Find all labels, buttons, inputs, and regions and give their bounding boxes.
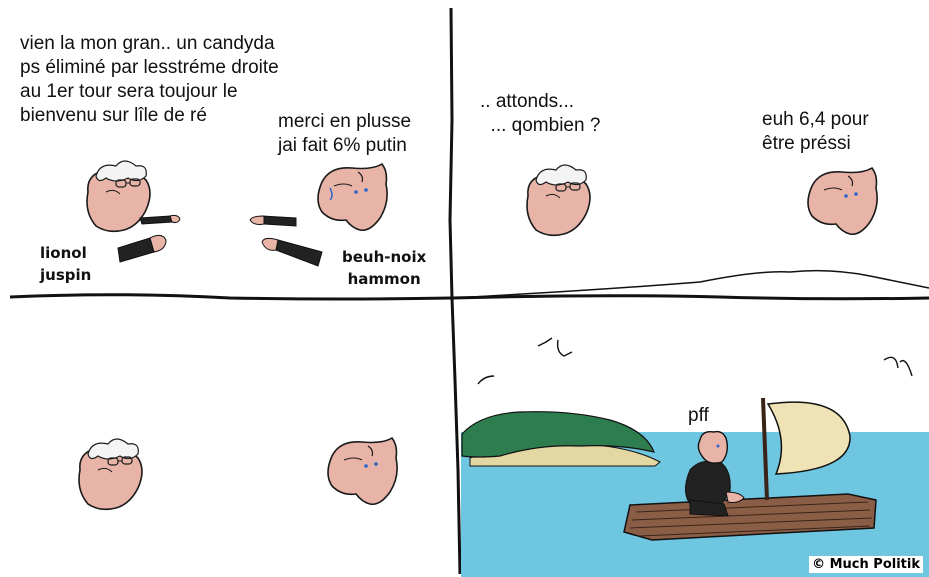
hammon-figure-p2 <box>808 168 877 234</box>
hammon-figure-p1 <box>318 164 387 230</box>
seagull-3 <box>884 357 912 376</box>
p2-speech-hammon: euh 6,4 pour être préssi <box>762 109 869 154</box>
label-juspin: lionol juspin <box>40 244 92 284</box>
label-hammon: beuh-noix hammon <box>342 248 427 288</box>
seagull-2 <box>478 376 494 384</box>
panel-divider-horizontal-right <box>452 296 929 299</box>
panel-divider-horizontal-left <box>10 295 452 299</box>
p1-speech-juspin: vien la mon gran.. un candyda ps éliminé par lesstréme droite au 1er tour sera toujour le bienvenu sur lîle de ré <box>20 33 279 126</box>
seagull-1 <box>538 338 572 356</box>
p1-speech-hammon: merci en plusse jai fait 6% putin <box>278 111 412 156</box>
p2-speech-juspin: .. attonds... ... qombien ? <box>480 91 601 136</box>
panel-divider-vertical <box>450 8 460 574</box>
hammon-arms <box>250 216 322 266</box>
credit-watermark: © Much Politik <box>809 556 923 573</box>
p4-speech-hammon: pff <box>688 405 709 426</box>
horizon-line <box>452 271 929 298</box>
juspin-figure-p3 <box>79 439 142 509</box>
juspin-figure-p2 <box>527 165 590 235</box>
hammon-figure-p3 <box>328 438 397 504</box>
